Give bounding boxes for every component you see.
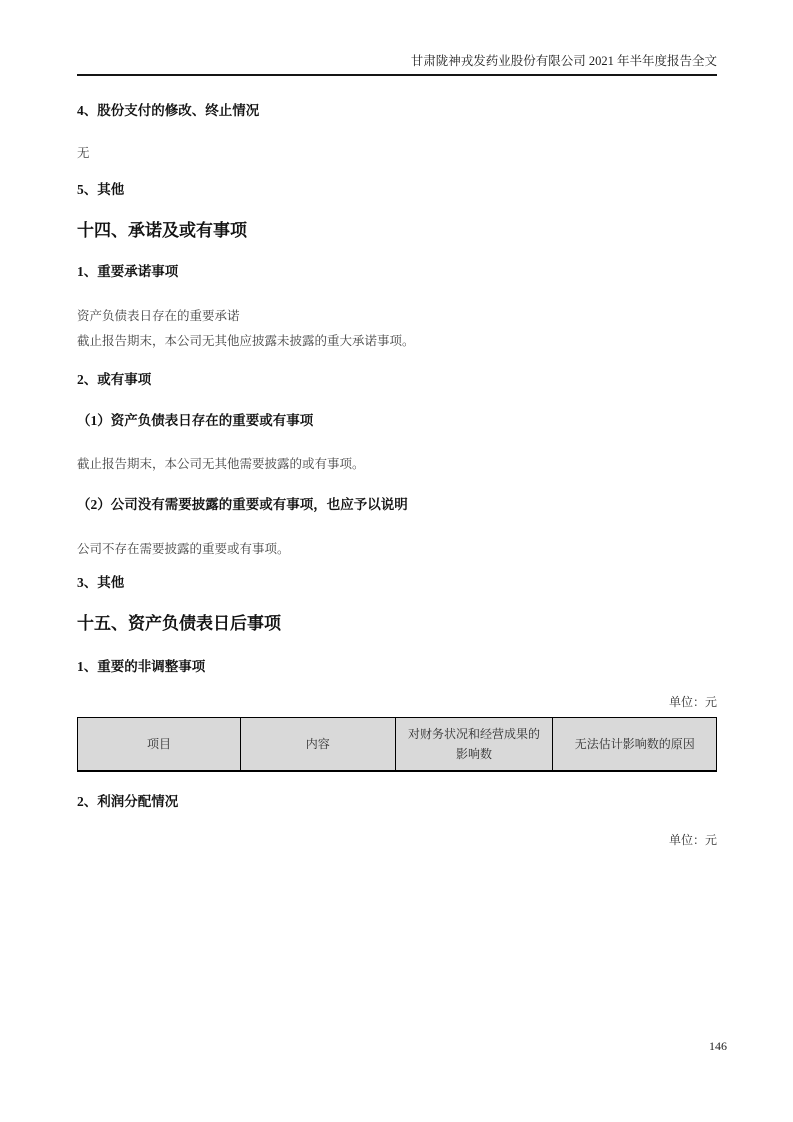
heading-contingencies: 2、或有事项 (77, 372, 152, 387)
heading-section-14-commitments-contingencies: 十四、承诺及或有事项 (77, 221, 247, 240)
page-number: 146 (709, 1039, 727, 1053)
heading-no-disclosure-contingencies: （2）公司没有需要披露的重要或有事项，也应予以说明 (77, 497, 408, 512)
table-header-cell-reason: 无法估计影响数的原因 (553, 718, 717, 772)
table-header-cell-financial-impact: 对财务状况和经营成果的影响数 (395, 718, 553, 772)
heading-important-commitments: 1、重要承诺事项 (77, 264, 179, 279)
heading-profit-distribution: 2、利润分配情况 (77, 794, 179, 809)
non-adjusting-events-table (77, 717, 717, 772)
table-header-row (78, 718, 717, 772)
table-header-cell-item: 项目 (78, 718, 241, 772)
heading-section-15-post-balance-sheet-events: 十五、资产负债表日后事项 (77, 614, 281, 633)
heading-contingencies-balance-sheet-date: （1）资产负债表日存在的重要或有事项 (77, 413, 314, 428)
heading-share-payment-modification: 4、股份支付的修改、终止情况 (77, 103, 260, 118)
table-header-cell-content: 内容 (240, 718, 395, 772)
heading-other-3: 3、其他 (77, 575, 125, 590)
unit-label-non-adjusting: 单位：元 (668, 695, 717, 709)
page-header-title: 甘肃陇神戎发药业股份有限公司 2021 年半年度报告全文 (77, 0, 717, 76)
paragraph-no-disclosure: 公司不存在需要披露的重要或有事项。 (77, 542, 290, 556)
heading-non-adjusting-events: 1、重要的非调整事项 (77, 659, 206, 674)
paragraph-commitments (77, 304, 717, 354)
unit-label-profit-distribution: 单位：元 (668, 833, 717, 847)
paragraph-contingency-note: 截止报告期末，本公司无其他需要披露的或有事项。 (77, 457, 365, 471)
paragraph-commitments-line-1: 资产负债表日存在的重要承诺 (77, 309, 240, 323)
paragraph-none: 无 (77, 146, 90, 160)
paragraph-commitments-line-2: 截止报告期末，本公司无其他应披露未披露的重大承诺事项。 (77, 334, 415, 348)
heading-other-5: 5、其他 (77, 182, 125, 197)
